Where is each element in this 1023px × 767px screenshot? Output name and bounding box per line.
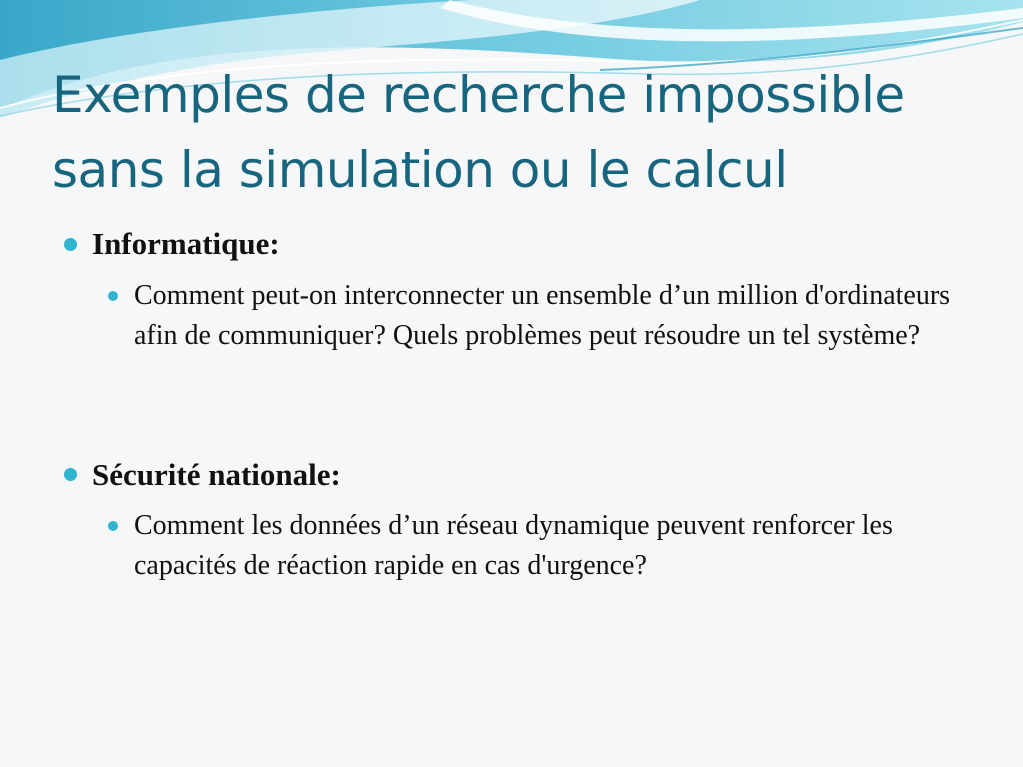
sub-bullet-dot-icon — [108, 521, 118, 531]
bullet-dot-icon — [64, 468, 77, 481]
section-heading-securite: Sécurité nationale: — [92, 457, 341, 492]
bullet-dot-icon — [64, 238, 77, 251]
sub-bullet-text: Comment peut-on interconnecter un ensemble d’un million d'ordinateurs afin de communiquer? Quels problèmes peut résoudre un tel système? — [134, 280, 951, 351]
sub-bullet-text: Comment les données d’un réseau dynamique peuvent renforcer les capacités de réaction rapide en cas d'urgence? — [134, 510, 893, 581]
section-heading-informatique: Informatique: — [92, 226, 280, 261]
slide-title: Exemples de recherche impossible sans la simulation ou le calcul — [52, 66, 905, 199]
sub-bullet-dot-icon — [108, 291, 118, 301]
